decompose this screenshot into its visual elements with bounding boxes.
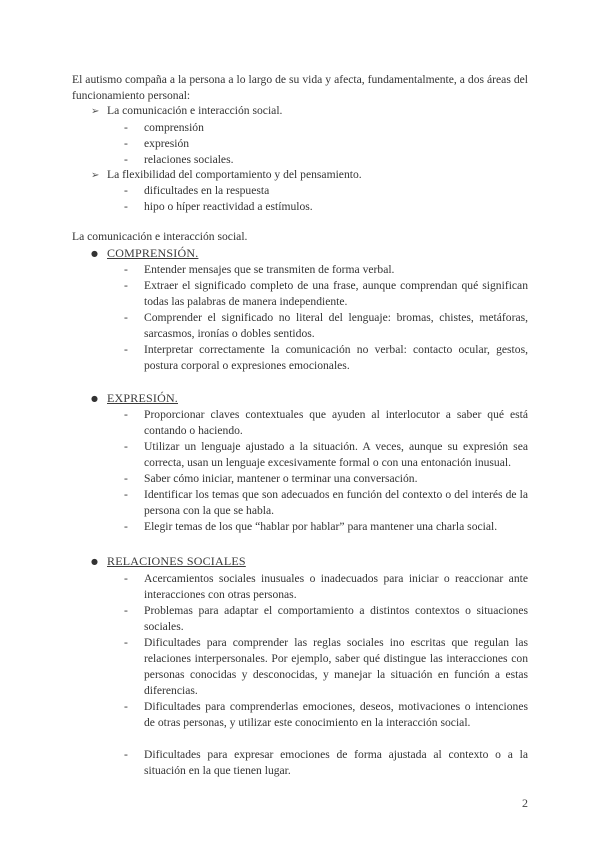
area-item [91, 103, 511, 120]
list-item: - Interpretar correctamente la comunicación no verbal: contacto ocular, gestos, postura corporal o expresiones emocionales. [124, 343, 528, 372]
page-number: 2 [522, 796, 528, 810]
area-subitem: - relaciones sociales. [124, 153, 234, 166]
area-label: La flexibilidad del comportamiento y del pensamiento. [107, 168, 362, 181]
section-heading: La comunicación e interacción social. [72, 230, 248, 243]
area-subitem: - dificultades en la respuesta [124, 184, 270, 197]
list-item: - Dificultades para comprender las reglas sociales ino escritas que regulan las relaciones interpersonales. Por ejemplo, saber qué distingue las interacciones con personas conocidas y desconocidas, y manejar la situación en función a estas diferencias. [124, 636, 528, 697]
bullet-icon: ● [91, 394, 98, 403]
list-item: - Acercamientos sociales inusuales o inadecuados para iniciar o reaccionar ante interacciones con otras personas. [124, 572, 528, 601]
list-item: - Extraer el significado completo de una frase, aunque comprendan qué significan todas las palabras de manera independiente. [124, 279, 528, 308]
arrow-bullet-icon: ➢ [91, 106, 100, 117]
section-relaciones-sociales [91, 553, 246, 570]
list-item: - Comprender el significado no literal del lenguaje: bromas, chistes, metáforas, sarcasmos, ironías o dobles sentidos. [124, 311, 528, 340]
list-item: - Entender mensajes que se transmiten de forma verbal. [124, 263, 395, 276]
area-subitem: - hipo o híper reactividad a estímulos. [124, 200, 313, 213]
list-item: - Saber cómo iniciar, mantener o terminar una conversación. [124, 472, 418, 485]
list-item: - Identificar los temas que son adecuados en función del contexto o del interés de la persona con la que se habla. [124, 488, 528, 517]
list-item: - Dificultades para expresar emociones de forma ajustada al contexto o a la situación en la que tienen lugar. [124, 748, 528, 777]
area-subitem: - expresión [124, 137, 190, 150]
bullet-icon: ● [91, 249, 98, 258]
section-title: EXPRESIÓN. [107, 391, 179, 405]
list-item: - Dificultades para comprenderlas emociones, deseos, motivaciones o intenciones de otras personas, y utilizar este conocimiento en la interacción social. [124, 700, 528, 729]
section-comprension [91, 245, 198, 262]
list-item: - Proporcionar claves contextuales que ayuden al interlocutor a saber qué está contando o haciendo. [124, 408, 528, 437]
area-subitem: - comprensión [124, 121, 204, 134]
section-title: COMPRENSIÓN. [107, 246, 199, 260]
bullet-icon: ● [91, 557, 98, 566]
area-label: La comunicación e interacción social. [107, 104, 283, 117]
list-item: - Problemas para adaptar el comportamiento a distintos contextos o situaciones sociales. [124, 604, 528, 633]
area-item [91, 167, 511, 184]
section-expresion [91, 390, 178, 407]
section-title: RELACIONES SOCIALES [107, 554, 246, 568]
list-item: - Elegir temas de los que “hablar por hablar” para mantener una charla social. [124, 520, 498, 533]
list-item: - Utilizar un lenguaje ajustado a la situación. A veces, aunque su expresión sea correcta, usan un lenguaje excesivamente formal o con una entonación inusual. [124, 440, 528, 469]
intro-paragraph: El autismo compaña a la persona a lo largo de su vida y afecta, fundamentalmente, a dos áreas del funcionamiento personal: [72, 73, 528, 102]
arrow-bullet-icon: ➢ [91, 170, 100, 181]
